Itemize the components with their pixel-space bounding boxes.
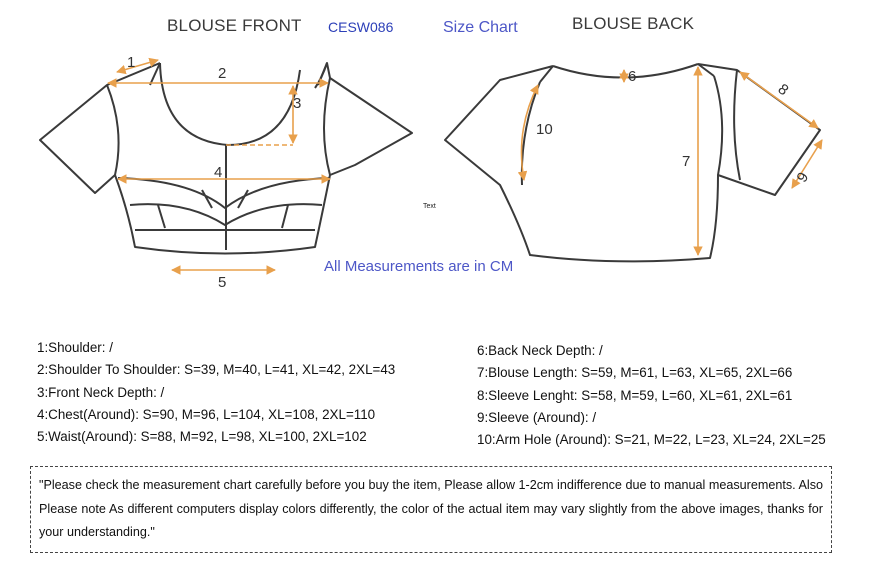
measurements-left [37, 337, 395, 448]
marker-3: 3 [293, 95, 302, 112]
product-code: CESW086 [328, 19, 394, 35]
blouse-back-drawing [445, 64, 820, 261]
measurement-unit-note: All Measurements are in CM [324, 258, 514, 275]
marker-5: 5 [218, 274, 227, 291]
disclaimer-box: "Please check the measurement chart carefully before you buy the item, Please allow 1-2cm indifference due to manual measurements. Also Please note As different computers display colors differently, the color of the actual item may vary slightly from the above images, thanks for your understanding." [30, 466, 832, 553]
back-neckline [553, 64, 698, 78]
marker-10: 10 [536, 121, 553, 138]
marker-7: 7 [682, 153, 691, 170]
arrow-8 [740, 72, 818, 128]
blouse-front-title: BLOUSE FRONT [167, 16, 302, 35]
measurement-blouse-length: 7:Blouse Length: S=59, M=61, L=63, XL=65, 2XL=66 [477, 365, 793, 381]
marker-1: 1 [127, 54, 136, 71]
size-chart-title: Size Chart [443, 19, 518, 36]
marker-6: 6 [628, 68, 637, 85]
marker-9: 9 [793, 169, 813, 186]
back-outline [445, 64, 820, 261]
marker-8: 8 [774, 80, 792, 100]
stray-text-label: Text [423, 203, 436, 210]
measurement-shoulder-to-shoulder: 2:Shoulder To Shoulder: S=39, M=40, L=41, XL=42, 2XL=43 [37, 362, 396, 378]
marker-2: 2 [218, 65, 227, 82]
measurement-back-neck-depth: 6:Back Neck Depth: / [477, 343, 603, 358]
measurements-right [477, 340, 826, 451]
measurement-shoulder: 1:Shoulder: / [37, 340, 113, 355]
blouse-back-title: BLOUSE BACK [572, 14, 695, 33]
measurement-sleeve-around: 9:Sleeve (Around): / [477, 409, 597, 425]
measurement-chest: 4:Chest(Around): S=90, M=96, L=104, XL=108, 2XL=110 [37, 406, 376, 422]
measurement-sleeve-length: 8:Sleeve Lenght: S=58, M=59, L=60, XL=61, 2XL=61 [477, 387, 793, 403]
measurement-front-neck-depth: 3:Front Neck Depth: / [37, 384, 165, 400]
marker-4: 4 [214, 164, 223, 181]
measurement-arm-hole: 10:Arm Hole (Around): S=21, M=22, L=23, XL=24, 2XL=25 [477, 432, 826, 448]
front-neckline [160, 63, 300, 145]
measurement-waist: 5:Waist(Around): S=88, M=92, L=98, XL=100, 2XL=102 [37, 429, 367, 445]
blouse-front-drawing [40, 63, 412, 254]
